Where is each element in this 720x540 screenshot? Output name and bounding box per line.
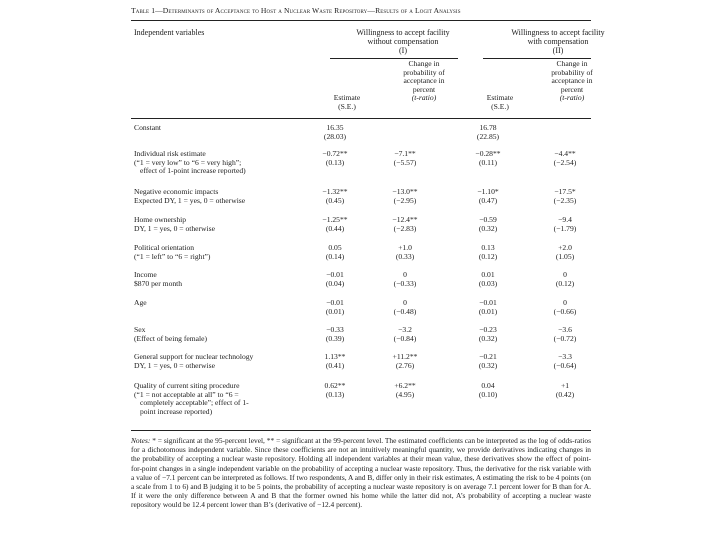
estimate-cell-1 bbox=[300, 216, 370, 233]
row-label-line: Constant bbox=[134, 123, 162, 132]
row-label-line: Sex bbox=[134, 325, 146, 334]
cell-value: (−0.64) bbox=[553, 360, 577, 370]
estimate-cell-2 bbox=[453, 382, 523, 399]
cell-value: +1.0 bbox=[398, 243, 412, 252]
cell-value: −3.3 bbox=[558, 352, 572, 361]
change-cell-2 bbox=[530, 216, 600, 233]
notes-text: * = significant at the 95-percent level, ** = significant at the 99-percent level. The estimated coefficients can be interpreted as the log of odds-ratios for a dichotomous independent variable. Since these coefficients are not an intuitively meaningful quantity, we provide derivatives indicating changes in the probability of accepting a nuclear waste repository. Holding all independent variables at their mean value, these derivatives show the effect of point-for-point changes in a single independent variable on the probability of accepting a nuclear waste repository. Thus, the derivative for the risk variable with a value of −7.1 percent can be interpreted as follows. If two respondents, A and B, differ only in their risk estimates, A estimating the risk to be 4 points (on a scale from 1 to 6) and B judging it to be 5 points, the probability of accepting a nuclear waste repository is on average 7.1 percent lower for B than for A. If it were the only difference between A and B that the former owned his home while the latter did not, A’s probability of accepting a nuclear waste repository would be 12.4 percent lower than B’s (derivative of −12.4 percent). bbox=[131, 436, 591, 510]
row-label-line: Negative economic impacts bbox=[134, 187, 219, 196]
cell-value: 1.13** bbox=[324, 352, 346, 361]
cell-value: 0.62** bbox=[324, 381, 346, 390]
change-cell-2 bbox=[530, 353, 600, 370]
change-cell-1 bbox=[370, 150, 440, 167]
cell-value: (−0.48) bbox=[393, 306, 417, 316]
change-cell-2 bbox=[530, 150, 600, 167]
row-label bbox=[134, 299, 314, 308]
row-label-line: Political orientation bbox=[134, 243, 195, 252]
estimate-cell-2 bbox=[453, 124, 523, 141]
estimate-cell-2 bbox=[453, 271, 523, 288]
change-cell-1 bbox=[370, 326, 440, 343]
change-cell-1 bbox=[370, 271, 440, 288]
estimate-cell-2 bbox=[453, 326, 523, 343]
cell-value: +1 bbox=[560, 381, 570, 390]
change-cell-1 bbox=[370, 299, 440, 316]
notes-label: Notes: bbox=[131, 436, 151, 445]
cell-value: (28.03) bbox=[323, 131, 347, 141]
cell-value: (0.32) bbox=[478, 360, 498, 370]
row-label-line: (“1 = not acceptable at all” to “6 = bbox=[134, 389, 239, 399]
estimate-cell-2 bbox=[453, 244, 523, 261]
cell-value: 0 bbox=[403, 270, 407, 279]
row-label bbox=[134, 326, 314, 343]
cell-value: +2.0 bbox=[558, 243, 572, 252]
cell-value: (−0.72) bbox=[553, 333, 577, 343]
cell-value: (−0.66) bbox=[553, 306, 577, 316]
cell-value: (4.95) bbox=[395, 389, 415, 399]
cell-value bbox=[370, 133, 440, 142]
cell-value: −0.01 bbox=[326, 270, 344, 279]
change-cell-1 bbox=[370, 382, 440, 399]
row-label-line: General support for nuclear technology bbox=[134, 352, 254, 361]
cell-value: −13.0** bbox=[392, 187, 418, 196]
cell-value: 0.13 bbox=[481, 243, 495, 252]
row-label-line: DY, 1 = yes, 0 = otherwise bbox=[134, 360, 215, 370]
estimate-cell-1 bbox=[300, 382, 370, 399]
change-cell-1 bbox=[370, 188, 440, 205]
cell-value: −3.2 bbox=[398, 325, 412, 334]
cell-value bbox=[530, 133, 600, 142]
row-label-line: DY, 1 = yes, 0 = otherwise bbox=[134, 223, 215, 233]
change-cell-1 bbox=[370, 353, 440, 370]
cell-value: +6.2** bbox=[394, 381, 416, 390]
cell-value: (22.85) bbox=[476, 131, 500, 141]
cell-value: (−2.95) bbox=[393, 195, 417, 205]
row-label bbox=[134, 150, 314, 176]
row-label-line: Age bbox=[134, 298, 147, 307]
cell-value: −4.4** bbox=[554, 149, 576, 158]
change-cell-2 bbox=[530, 326, 600, 343]
cell-value: (−5.57) bbox=[393, 157, 417, 167]
cell-value: −0.72** bbox=[322, 149, 348, 158]
estimate-cell-2 bbox=[453, 188, 523, 205]
change-cell-2 bbox=[530, 382, 600, 399]
independent-variables-header: Independent variables bbox=[134, 28, 205, 37]
cell-value: (0.01) bbox=[325, 306, 345, 316]
cell-value: (0.13) bbox=[325, 389, 345, 399]
cell-value: 16.78 bbox=[479, 123, 497, 132]
cell-value: (0.45) bbox=[325, 195, 345, 205]
cell-value: −9.4 bbox=[558, 215, 572, 224]
row-label-line: Individual risk estimate bbox=[134, 149, 206, 158]
cell-value: 0.01 bbox=[481, 270, 495, 279]
row-label bbox=[134, 244, 314, 261]
cell-value: (0.32) bbox=[478, 223, 498, 233]
table-title: Table 1—Determinants of Acceptance to Host a Nuclear Waste Repository—Results of a Logit Analysis bbox=[131, 6, 461, 15]
cell-value: (−2.83) bbox=[393, 223, 417, 233]
cell-value: (−0.33) bbox=[393, 278, 417, 288]
row-label bbox=[134, 188, 314, 205]
estimate-cell-1 bbox=[300, 124, 370, 141]
change-cell-2 bbox=[530, 271, 600, 288]
cell-value: −0.33 bbox=[326, 325, 344, 334]
header-rule bbox=[131, 118, 591, 119]
row-label-line: completely acceptable”; effect of 1- bbox=[140, 398, 249, 408]
row-label-line: (“1 = very low” to “6 = very high”; bbox=[134, 157, 242, 167]
change-header-2: Change in probability of acceptance in percent (t-ratio) bbox=[551, 59, 593, 103]
cell-value: (0.01) bbox=[478, 306, 498, 316]
estimate-cell-1 bbox=[300, 299, 370, 316]
cell-value: −0.01 bbox=[479, 298, 497, 307]
estimate-cell-1 bbox=[300, 150, 370, 167]
cell-value: (0.04) bbox=[325, 278, 345, 288]
estimate-cell-1 bbox=[300, 188, 370, 205]
row-label bbox=[134, 382, 314, 416]
top-rule bbox=[131, 20, 591, 21]
change-header-1: Change in probability of acceptance in percent (t-ratio) bbox=[403, 59, 445, 103]
cell-value: 0.05 bbox=[328, 243, 342, 252]
cell-value: (0.33) bbox=[395, 251, 415, 261]
row-label-line: $870 per month bbox=[134, 278, 183, 288]
estimate-cell-2 bbox=[453, 299, 523, 316]
cell-value: −0.28** bbox=[475, 149, 501, 158]
table-notes bbox=[131, 436, 591, 510]
cell-value: −12.4** bbox=[392, 215, 418, 224]
cell-value: −0.21 bbox=[479, 352, 497, 361]
cell-value: −7.1** bbox=[394, 149, 416, 158]
estimate-cell-2 bbox=[453, 353, 523, 370]
cell-value: (0.13) bbox=[325, 157, 345, 167]
change-cell-2 bbox=[530, 299, 600, 316]
estimate-cell-1 bbox=[300, 271, 370, 288]
bottom-rule bbox=[131, 430, 591, 431]
cell-value: (0.10) bbox=[478, 389, 498, 399]
estimate-cell-1 bbox=[300, 244, 370, 261]
row-label-line: effect of 1-point increase reported) bbox=[140, 166, 246, 176]
cell-value: 0 bbox=[403, 298, 407, 307]
change-cell-2 bbox=[530, 124, 600, 141]
cell-value: −1.25** bbox=[322, 215, 348, 224]
estimate-cell-2 bbox=[453, 150, 523, 167]
cell-value: (0.47) bbox=[478, 195, 498, 205]
estimate-cell-2 bbox=[453, 216, 523, 233]
cell-value: (0.12) bbox=[478, 251, 498, 261]
cell-value: (0.11) bbox=[478, 157, 498, 167]
cell-value: (0.03) bbox=[478, 278, 498, 288]
cell-value: (0.12) bbox=[555, 278, 575, 288]
cell-value: 0 bbox=[563, 298, 567, 307]
change-cell-1 bbox=[370, 124, 440, 141]
cell-value: −0.23 bbox=[479, 325, 497, 334]
change-cell-2 bbox=[530, 188, 600, 205]
row-label bbox=[134, 124, 314, 133]
row-label bbox=[134, 216, 314, 233]
estimate-cell-1 bbox=[300, 326, 370, 343]
group1-header: Willingness to accept facility without compensation (I) bbox=[356, 28, 450, 55]
row-label-line: Home ownership bbox=[134, 215, 187, 224]
cell-value: (−2.54) bbox=[553, 157, 577, 167]
row-label bbox=[134, 353, 314, 370]
change-cell-1 bbox=[370, 216, 440, 233]
cell-value: −3.6 bbox=[558, 325, 572, 334]
cell-value: (1.05) bbox=[555, 251, 575, 261]
row-label-line: Quality of current siting procedure bbox=[134, 381, 240, 390]
cell-value: −1.10* bbox=[477, 187, 499, 196]
cell-value: (0.42) bbox=[555, 389, 575, 399]
cell-value: 0 bbox=[563, 270, 567, 279]
cell-value: −1.32** bbox=[322, 187, 348, 196]
cell-value: −0.59 bbox=[479, 215, 497, 224]
row-label-line: (“1 = left” to “6 = right”) bbox=[134, 251, 211, 261]
cell-value: −17.5* bbox=[554, 187, 576, 196]
cell-value: (−2.35) bbox=[553, 195, 577, 205]
cell-value: (0.39) bbox=[325, 333, 345, 343]
cell-value: 16.35 bbox=[326, 123, 344, 132]
cell-value: (0.44) bbox=[325, 223, 345, 233]
cell-value: (−0.84) bbox=[393, 333, 417, 343]
estimate-header-2: Estimate (S.E.) bbox=[486, 93, 514, 111]
row-label-line: (Effect of being female) bbox=[134, 333, 208, 343]
cell-value: (0.14) bbox=[325, 251, 345, 261]
change-cell-2 bbox=[530, 244, 600, 261]
cell-value: (0.32) bbox=[478, 333, 498, 343]
cell-value: (2.76) bbox=[395, 360, 415, 370]
row-label bbox=[134, 271, 314, 288]
cell-value: +11.2** bbox=[392, 352, 418, 361]
estimate-header-1: Estimate (S.E.) bbox=[333, 93, 361, 111]
row-label-line: point increase reported) bbox=[140, 406, 213, 416]
cell-value: (−1.79) bbox=[553, 223, 577, 233]
cell-value: 0.04 bbox=[481, 381, 495, 390]
row-label-line: Income bbox=[134, 270, 157, 279]
cell-value: −0.01 bbox=[326, 298, 344, 307]
row-label-line: Expected DY, 1 = yes, 0 = otherwise bbox=[134, 195, 246, 205]
group2-header: Willingness to accept facility with compensation (II) bbox=[511, 28, 605, 55]
cell-value: (0.41) bbox=[325, 360, 345, 370]
estimate-cell-1 bbox=[300, 353, 370, 370]
change-cell-1 bbox=[370, 244, 440, 261]
